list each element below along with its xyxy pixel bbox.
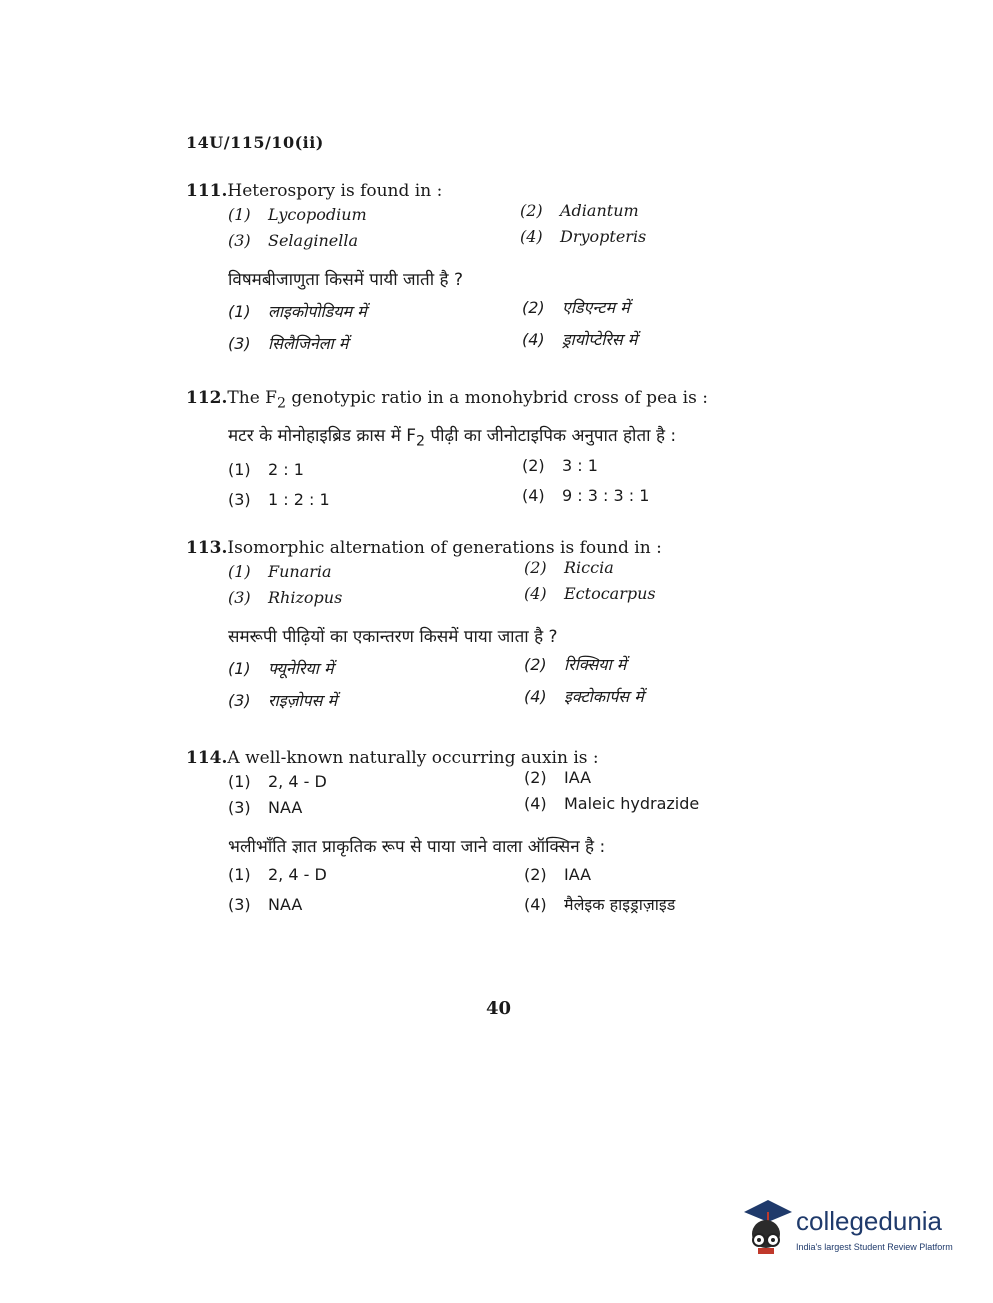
options xyxy=(228,456,826,520)
question-111 xyxy=(186,181,826,368)
options-en xyxy=(228,201,826,257)
option-1-hi: (1) लाइकोपोडियम में xyxy=(228,302,367,321)
option-2: (2) IAA xyxy=(524,768,592,787)
option-2: (2) 3 : 1 xyxy=(522,455,598,475)
paper-code: 14U/115/10(ii) xyxy=(186,133,324,152)
option-1: (1) 2 : 1 xyxy=(228,459,304,479)
option-3: (3) Rhizopus xyxy=(228,588,343,607)
options-hi xyxy=(228,863,826,927)
question-text: Isomorphic alternation of generations is found in : xyxy=(227,538,662,558)
page-number: 40 xyxy=(486,998,512,1019)
question-stem-hi: भलीभाँति ज्ञात प्राकृतिक रूप से पाया जाने वाला ऑक्सिन है : xyxy=(228,837,606,857)
options-en xyxy=(228,768,826,824)
option-4: (4) Ectocarpus xyxy=(524,584,656,603)
option-1-hi: (1) 2, 4 - D xyxy=(228,865,327,884)
question-stem-en xyxy=(186,181,826,201)
option-3: (3) NAA xyxy=(228,798,303,817)
brand-name: collegedunia xyxy=(796,1206,943,1236)
question-114 xyxy=(186,748,826,927)
option-2: (2) Adiantum xyxy=(520,201,639,220)
brand-tagline: India's largest Student Review Platform xyxy=(796,1242,953,1252)
option-4: (4) Maleic hydrazide xyxy=(524,794,700,813)
question-stem-en: 112.The $F_2$ genotypic ratio in a monohybrid cross of pea is : xyxy=(186,388,708,412)
question-stem-hi: मटर के मोनोहाइब्रिड क्रास में $F_2$ पीढ़ी का जीनोटाइपिक अनुपात होता है : xyxy=(228,426,677,450)
question-number: 112. xyxy=(186,388,228,408)
option-1: (1) Lycopodium xyxy=(228,205,367,224)
question-number: 114. xyxy=(186,748,228,768)
option-4-hi: (4) इक्टोकार्पस में xyxy=(524,687,644,706)
question-112 xyxy=(186,388,826,520)
option-1: (1) 2, 4 - D xyxy=(228,772,327,791)
question-text: A well-known naturally occurring auxin is : xyxy=(227,748,599,768)
question-113 xyxy=(186,538,826,725)
option-2: (2) Riccia xyxy=(524,558,614,577)
option-2-hi: (2) एडिएन्टम में xyxy=(522,298,630,317)
option-2-hi: (2) IAA xyxy=(524,865,592,884)
option-4: (4) 9 : 3 : 3 : 1 xyxy=(522,485,650,505)
question-number: 113. xyxy=(186,538,228,558)
option-4-hi: (4) ड्रायोप्टेरिस में xyxy=(522,330,638,349)
option-3: (3) 1 : 2 : 1 xyxy=(228,489,330,509)
options-hi xyxy=(228,653,826,725)
option-3-hi: (3) राइज़ोपस में xyxy=(228,691,338,710)
collegedunia-watermark xyxy=(738,1196,968,1260)
question-number: 111. xyxy=(186,181,228,201)
option-1: (1) Funaria xyxy=(228,562,332,581)
option-3: (3) Selaginella xyxy=(228,231,358,250)
option-1-hi: (1) फ्यूनेरिया में xyxy=(228,659,334,678)
question-stem-hi: समरूपी पीढ़ियों का एकान्तरण किसमें पाया जाता है ? xyxy=(228,627,558,647)
options-hi xyxy=(228,296,826,368)
question-text: Heterospory is found in : xyxy=(227,181,443,201)
mascot-icon xyxy=(738,1196,794,1258)
options-en xyxy=(228,558,826,614)
option-3-hi: (3) सिलैजिनेला में xyxy=(228,334,349,353)
option-2-hi: (2) रिक्सिया में xyxy=(524,655,627,674)
question-stem-en xyxy=(186,748,826,768)
option-3-hi: (3) NAA xyxy=(228,895,303,914)
question-stem-en xyxy=(186,538,826,558)
question-stem-hi: विषमबीजाणुता किसमें पायी जाती है ? xyxy=(228,270,463,290)
option-4: (4) Dryopteris xyxy=(520,227,647,246)
option-4-hi: (4) मैलेइक हाइड्राज़ाइड xyxy=(524,895,676,914)
